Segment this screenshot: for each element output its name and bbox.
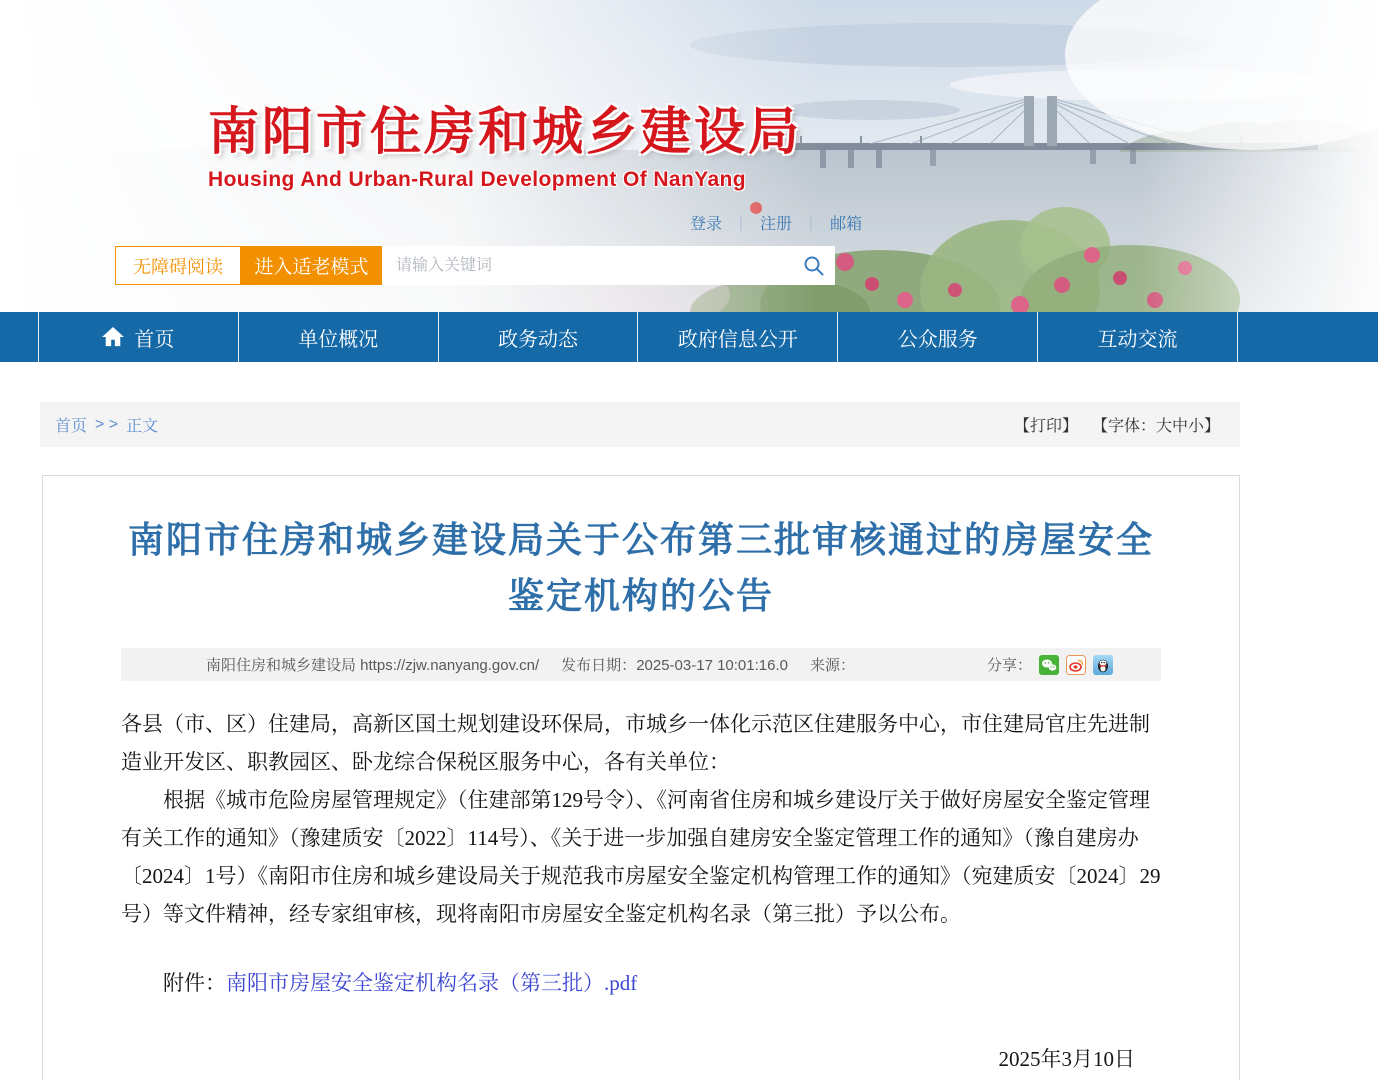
breadcrumb-separator: > > bbox=[95, 415, 119, 433]
nav-item-label: 公众服务 bbox=[897, 328, 978, 351]
font-size-control[interactable]: 【字体：大中小】 bbox=[1091, 418, 1220, 435]
nav-item-government-news[interactable] bbox=[439, 312, 639, 362]
site-header bbox=[0, 0, 1378, 312]
article-meta-bar bbox=[121, 648, 1161, 681]
accessibility-reading-button[interactable]: 无障碍阅读 bbox=[115, 246, 241, 285]
article-title bbox=[121, 512, 1161, 624]
share-label: 分享： bbox=[986, 657, 1032, 674]
paragraph: 根据《城市危险房屋管理规定》（住建部第129号令）、《河南省住房和城乡建设厅关于做好房屋安全鉴定管理有关工作的通知》（豫建质安〔2022〕114号）、《关于进一步加强自建房安全鉴定管理工作的通知》（豫自建房办〔2024〕1号）《南阳市住房和城乡建设局关于规范我市房屋安全鉴定机构管理工作的通知》（宛建质安〔2024〕29号）等文件精神，经专家组审核，现将南阳市房屋安全鉴定机构名录（第三批）予以公布。 bbox=[121, 788, 1161, 926]
print-button[interactable]: 【打印】 bbox=[1013, 418, 1078, 435]
article-container bbox=[42, 475, 1240, 1080]
attachment-pdf-link[interactable]: 南阳市房屋安全鉴定机构名录（第三批）.pdf bbox=[226, 971, 638, 995]
elder-mode-button[interactable]: 进入适老模式 bbox=[241, 246, 382, 285]
article-title-line1: 南阳市住房和城乡建设局关于公布第三批审核通过的房屋安全 bbox=[127, 519, 1154, 560]
search-box bbox=[382, 246, 835, 285]
nav-item-label: 单位概况 bbox=[298, 328, 379, 351]
meta-source-label: 来源： bbox=[809, 657, 855, 674]
paragraph: 各县（市、区）住建局，高新区国土规划建设环保局，市城乡一体化示范区住建服务中心，市住建局官庄先进制造业开发区、职教园区、卧龙综合保税区服务中心，各有关单位： bbox=[121, 712, 1150, 774]
nav-item-label: 首页 bbox=[134, 328, 175, 351]
attachment-label: 附件： bbox=[163, 971, 226, 995]
user-links-separator: ｜ bbox=[733, 216, 750, 233]
qq-share-icon[interactable] bbox=[1093, 655, 1113, 675]
user-links bbox=[690, 211, 862, 234]
article-sign-date: 2025年3月10日 bbox=[998, 1047, 1135, 1071]
page-tools bbox=[1014, 413, 1220, 436]
meta-source-site: 南阳住房和城乡建设局 https://zjw.nanyang.gov.cn/ bbox=[206, 657, 540, 674]
nav-item-info-disclosure[interactable] bbox=[638, 312, 838, 362]
login-link[interactable]: 登录 bbox=[690, 216, 723, 233]
weibo-share-icon[interactable] bbox=[1066, 655, 1086, 675]
nav-items bbox=[38, 312, 1238, 362]
nav-item-label: 互动交流 bbox=[1097, 328, 1178, 351]
site-title: 南阳市住房和城乡建设局 bbox=[208, 103, 803, 160]
nav-item-label: 政务动态 bbox=[498, 328, 579, 351]
user-links-separator: ｜ bbox=[803, 216, 820, 233]
meta-publish-date bbox=[561, 654, 788, 675]
nav-item-label: 政府信息公开 bbox=[677, 328, 798, 351]
nav-item-home[interactable] bbox=[39, 312, 239, 362]
breadcrumb-current: 正文 bbox=[126, 418, 159, 435]
main-nav bbox=[0, 312, 1378, 362]
breadcrumb-bar bbox=[40, 402, 1240, 447]
attachment-row bbox=[121, 967, 1161, 997]
breadcrumb bbox=[55, 413, 158, 436]
nav-item-interaction[interactable] bbox=[1038, 312, 1238, 362]
breadcrumb-home-link[interactable]: 首页 bbox=[55, 418, 88, 435]
site-subtitle-en: Housing And Urban-Rural Development Of NanYang bbox=[208, 168, 746, 192]
register-link[interactable]: 注册 bbox=[760, 216, 793, 233]
search-icon bbox=[802, 254, 826, 278]
home-icon bbox=[102, 327, 124, 347]
article-body bbox=[121, 705, 1161, 933]
site-logo bbox=[208, 104, 802, 192]
nav-item-unit-overview[interactable] bbox=[239, 312, 439, 362]
article-title-line2: 鉴定机构的公告 bbox=[507, 575, 774, 616]
header-toolbar bbox=[115, 246, 835, 285]
mailbox-link[interactable]: 邮箱 bbox=[830, 216, 863, 233]
meta-publish-value: 2025-03-17 10:01:16.0 bbox=[636, 657, 788, 674]
search-button[interactable] bbox=[799, 251, 829, 281]
meta-publish-label: 发布日期： bbox=[561, 657, 637, 674]
share-group bbox=[987, 654, 1113, 675]
article-meta-left bbox=[206, 654, 855, 675]
wechat-share-icon[interactable] bbox=[1039, 655, 1059, 675]
search-input[interactable] bbox=[382, 246, 835, 285]
nav-item-public-service[interactable] bbox=[838, 312, 1038, 362]
